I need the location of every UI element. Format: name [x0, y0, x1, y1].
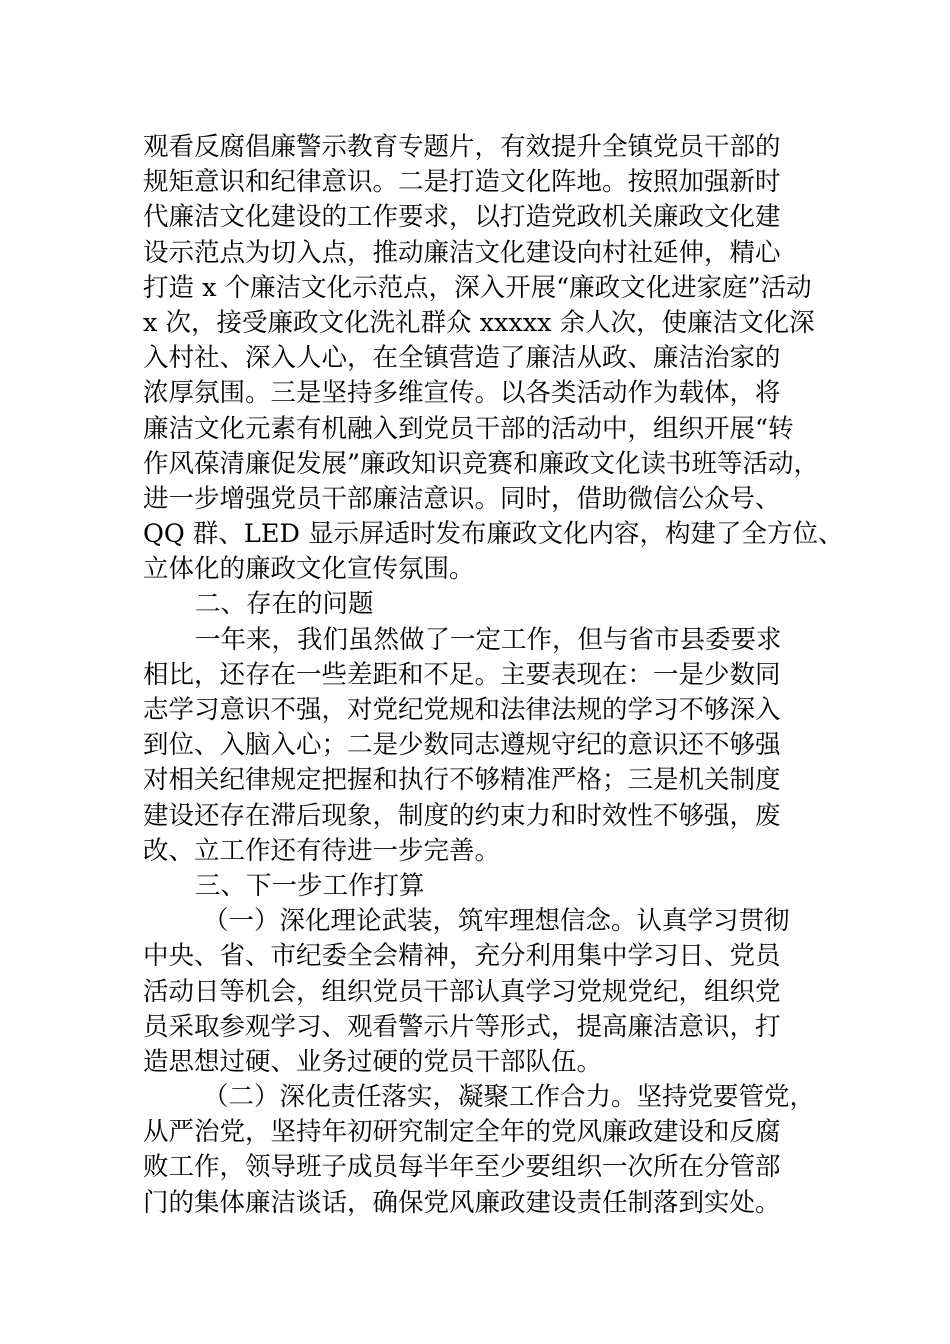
text-line: 活动日等机会，组织党员干部认真学习党规党纪，组织党	[143, 976, 781, 1007]
text-line: 对相关纪律规定把握和执行不够精准严格；三是机关制度	[143, 765, 781, 796]
text-line: 门的集体廉洁谈话，确保党风廉政建设责任制落到实处。	[143, 1187, 781, 1218]
text-line: 中央、省、市纪委全会精神，充分利用集中学习日、党员	[143, 941, 781, 972]
text-line: 造思想过硬、业务过硬的党员干部队伍。	[143, 1046, 603, 1077]
text-line: 一年来，我们虽然做了一定工作，但与省市县委要求	[195, 624, 782, 655]
section-heading: 三、下一步工作打算	[195, 870, 425, 901]
text-line: 作风葆清廉促发展”廉政知识竞赛和廉政文化读书班等活动，	[143, 448, 820, 479]
text-line: 廉洁文化元素有机融入到党员干部的活动中，组织开展“转	[143, 413, 794, 444]
subsection-heading: （一）深化理论武装，筑牢理想信念。认真学习贯彻	[203, 906, 790, 937]
text-line: 观看反腐倡廉警示教育专题片，有效提升全镇党员干部的	[143, 132, 781, 162]
text-line: 代廉洁文化建设的工作要求，以打造党政机关廉政文化建	[143, 202, 781, 233]
text-line: 规矩意识和纪律意识。二是打造文化阵地。按照加强新时	[143, 167, 781, 198]
subsection-heading: （二）深化责任落实，凝聚工作合力。坚持党要管党，	[203, 1082, 816, 1113]
section-heading: 二、存在的问题	[195, 589, 374, 620]
text-line: 立体化的廉政文化宣传氛围。	[143, 554, 475, 585]
text-line: 打造 x 个廉洁文化示范点，深入开展“廉政文化进家庭”活动	[143, 272, 812, 303]
text-line: 改、立工作还有待进一步完善。	[143, 835, 501, 866]
text-line: 志学习意识不强，对党纪党规和法律法规的学习不够深入	[143, 695, 781, 725]
text-line: 建设还存在滞后现象，制度的约束力和时效性不够强，废	[143, 800, 781, 831]
text-line: 从严治党，坚持年初研究制定全年的党风廉政建设和反腐	[143, 1117, 781, 1148]
text-line: 员采取参观学习、观看警示片等形式，提高廉洁意识，打	[143, 1011, 781, 1042]
text-line: 相比，还存在一些差距和不足。主要表现在：一是少数同	[143, 659, 781, 690]
document-body	[143, 130, 844, 1221]
text-line: 进一步增强党员干部廉洁意识。同时，借助微信公众号、	[143, 483, 781, 514]
text-line: 败工作，领导班子成员每半年至少要组织一次所在分管部	[143, 1152, 781, 1183]
text-line: 设示范点为切入点，推动廉洁文化建设向村社延伸，精心	[143, 237, 781, 268]
text-line: 到位、入脑入心；二是少数同志遵规守纪的意识还不够强	[143, 730, 781, 761]
text-line: 入村社、深入人心，在全镇营造了廉洁从政、廉洁治家的	[143, 343, 781, 374]
text-line: QQ 群、LED 显示屏适时发布廉政文化内容，构建了全方位、	[143, 519, 844, 550]
text-line: 浓厚氛围。三是坚持多维宣传。以各类活动作为载体，将	[143, 378, 781, 409]
text-line: x 次，接受廉政文化洗礼群众 xxxxx 余人次，使廉洁文化深	[143, 307, 815, 338]
